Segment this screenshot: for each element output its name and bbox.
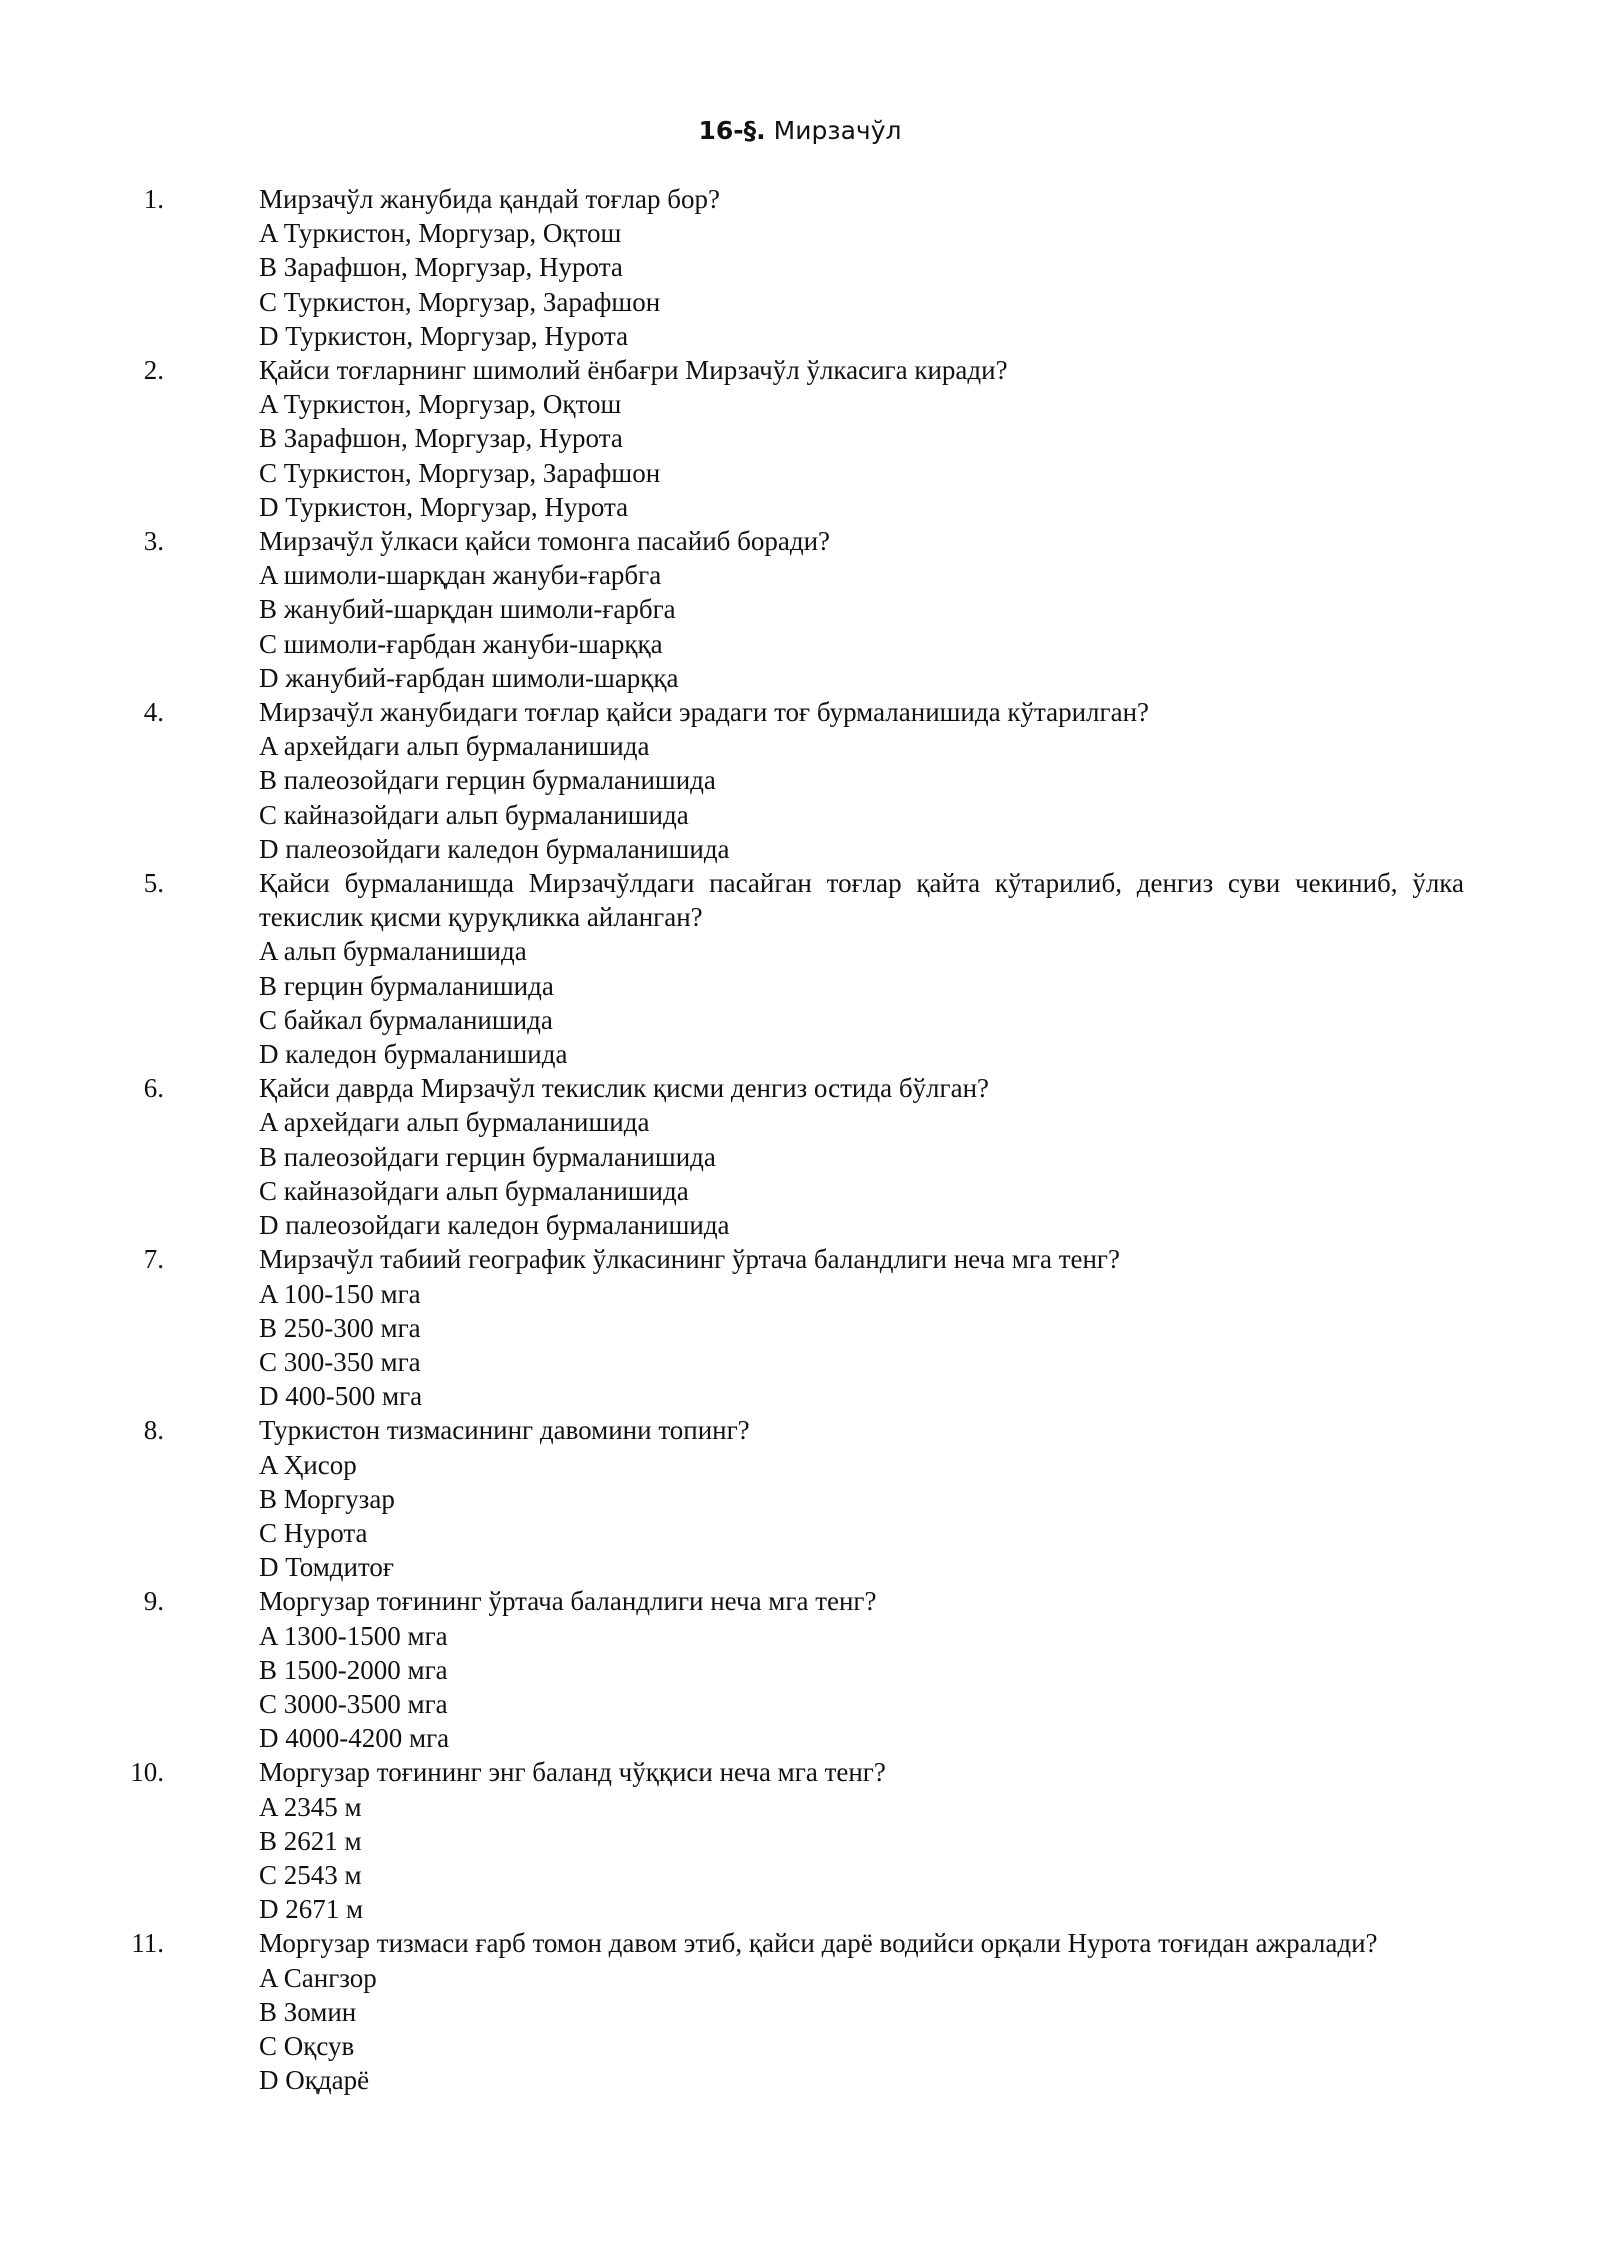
answer-option: B Моргузар <box>259 1483 395 1514</box>
answer-option: B 2621 м <box>259 1825 362 1856</box>
question-number: 1. <box>143 184 164 214</box>
answer-option: C Нурота <box>259 1517 368 1548</box>
question-text: Моргузар тизмаси ғарб томон давом этиб, қайси дарё водийси орқали Нурота тоғидан ажралади? <box>259 1928 1378 1959</box>
question-number: 8. <box>143 1415 164 1446</box>
answer-option: B 250-300 мга <box>259 1312 421 1343</box>
answer-option: D Туркистон, Моргузар, Нурота <box>259 491 629 522</box>
answer-option: C кайназойдаги альп бурмаланишида <box>259 1175 689 1206</box>
question-text: Моргузар тоғининг энг баланд чўққиси неча мга тенг? <box>259 1757 886 1788</box>
answer-option: C 2543 м <box>259 1859 362 1890</box>
answer-option: A альп бурмаланишида <box>259 936 527 967</box>
question-number: 9. <box>143 1586 164 1617</box>
answer-option: A шимоли-шарқдан жануби-ғарбга <box>259 560 662 591</box>
answer-option: D Оқдарё <box>259 2065 370 2096</box>
answer-option: C шимоли-ғарбдан жануби-шарққа <box>259 628 663 659</box>
question-number: 6. <box>143 1073 164 1104</box>
question-text: Қайси даврда Мирзачўл текислик қисми денгиз остида бўлган? <box>259 1073 990 1104</box>
question-item <box>0 866 1600 1071</box>
question-text: Моргузар тоғининг ўртача баландлиги неча мга тенг? <box>259 1586 877 1617</box>
answer-option: B герцин бурмаланишида <box>259 970 554 1001</box>
question-text: Туркистон тизмасининг давомини топинг? <box>259 1415 750 1446</box>
page-title <box>0 114 1600 148</box>
answer-option: A Ҳисор <box>259 1449 357 1480</box>
question-item <box>0 1926 1600 2097</box>
question-item <box>0 1413 1600 1584</box>
answer-option: D палеозойдаги каледон бурмаланишида <box>259 833 730 864</box>
answer-option: C байкал бурмаланишида <box>259 1004 553 1035</box>
answer-option: D палеозойдаги каледон бурмаланишида <box>259 1210 730 1241</box>
question-number: 3. <box>143 526 164 557</box>
answer-option: B палеозойдаги герцин бурмаланишида <box>259 765 716 796</box>
question-item <box>0 1755 1600 1926</box>
answer-option: B 1500-2000 мга <box>259 1654 448 1685</box>
answer-option: C 300-350 мга <box>259 1346 421 1377</box>
answer-option: D 400-500 мга <box>259 1381 423 1412</box>
answer-option: B палеозойдаги герцин бурмаланишида <box>259 1141 716 1172</box>
answer-option: A 100-150 мга <box>259 1278 421 1309</box>
question-text: Мирзачўл ўлкаси қайси томонга пасайиб боради? <box>259 526 831 557</box>
question-number: 11. <box>131 1928 164 1959</box>
question-item <box>0 353 1600 524</box>
answer-option: C Оқсув <box>259 2030 355 2061</box>
answer-option: A Туркистон, Моргузар, Оқтош <box>259 389 622 420</box>
answer-option: D каледон бурмаланишида <box>259 1039 568 1070</box>
answer-option: D Томдитоғ <box>259 1552 394 1583</box>
question-number: 7. <box>143 1244 164 1275</box>
answer-option: A архейдаги альп бурмаланишида <box>259 1107 650 1138</box>
answer-option: A 1300-1500 мга <box>259 1620 448 1651</box>
section-name: Мирзачўл <box>773 116 902 145</box>
answer-option: D 2671 м <box>259 1894 364 1925</box>
question-text: Мирзачўл жанубидаги тоғлар қайси эрадаги тоғ бурмаланишида кўтарилган? <box>259 697 1149 728</box>
answer-option: C кайназойдаги альп бурмаланишида <box>259 799 689 830</box>
question-item <box>0 182 1600 353</box>
answer-option: B Зарафшон, Моргузар, Нурота <box>259 423 623 454</box>
answer-option: C Туркистон, Моргузар, Зарафшон <box>259 457 661 488</box>
answer-option: D 4000-4200 мга <box>259 1723 450 1754</box>
answer-option: C Туркистон, Моргузар, Зарафшон <box>259 286 661 317</box>
question-number: 5. <box>143 868 164 899</box>
answer-option: A архейдаги альп бурмаланишида <box>259 731 650 762</box>
question-text: Қайси тоғларнинг шимолий ёнбағри Мирзачўл ўлкасига киради? <box>259 355 1008 386</box>
answer-option: A 2345 м <box>259 1791 362 1822</box>
question-text: Қайси бурмаланишда Мирзачўлдаги пасайган тоғлар қайта кўтарилиб, денгиз суви чекиниб, ўлка текислик қисми қуруқликка айланган? <box>259 868 1464 933</box>
question-item <box>0 1242 1600 1413</box>
question-text: Мирзачўл табиий географик ўлкасининг ўртача баландлиги неча мга тенг? <box>259 1244 1120 1275</box>
answer-option: D Туркистон, Моргузар, Нурота <box>259 320 629 351</box>
question-list <box>0 182 1600 2097</box>
answer-option: B Зарафшон, Моргузар, Нурота <box>259 252 623 283</box>
question-number: 10. <box>130 1757 164 1788</box>
question-number: 2. <box>143 355 164 386</box>
question-item <box>0 1071 1600 1242</box>
section-number: 16-§. <box>698 116 766 145</box>
answer-option: B жанубий-шарқдан шимоли-ғарбга <box>259 594 676 625</box>
answer-option: C 3000-3500 мга <box>259 1688 448 1719</box>
answer-option: A Сангзор <box>259 1962 377 1993</box>
question-item <box>0 524 1600 695</box>
question-item <box>0 695 1600 866</box>
question-number: 4. <box>143 697 164 728</box>
answer-option: D жанубий-ғарбдан шимоли-шарққа <box>259 662 679 693</box>
question-text: Мирзачўл жанубида қандай тоғлар бор? <box>259 184 720 214</box>
answer-option: A Туркистон, Моргузар, Оқтош <box>259 218 622 249</box>
answer-option: B Зомин <box>259 1996 357 2027</box>
question-item <box>0 1584 1600 1755</box>
